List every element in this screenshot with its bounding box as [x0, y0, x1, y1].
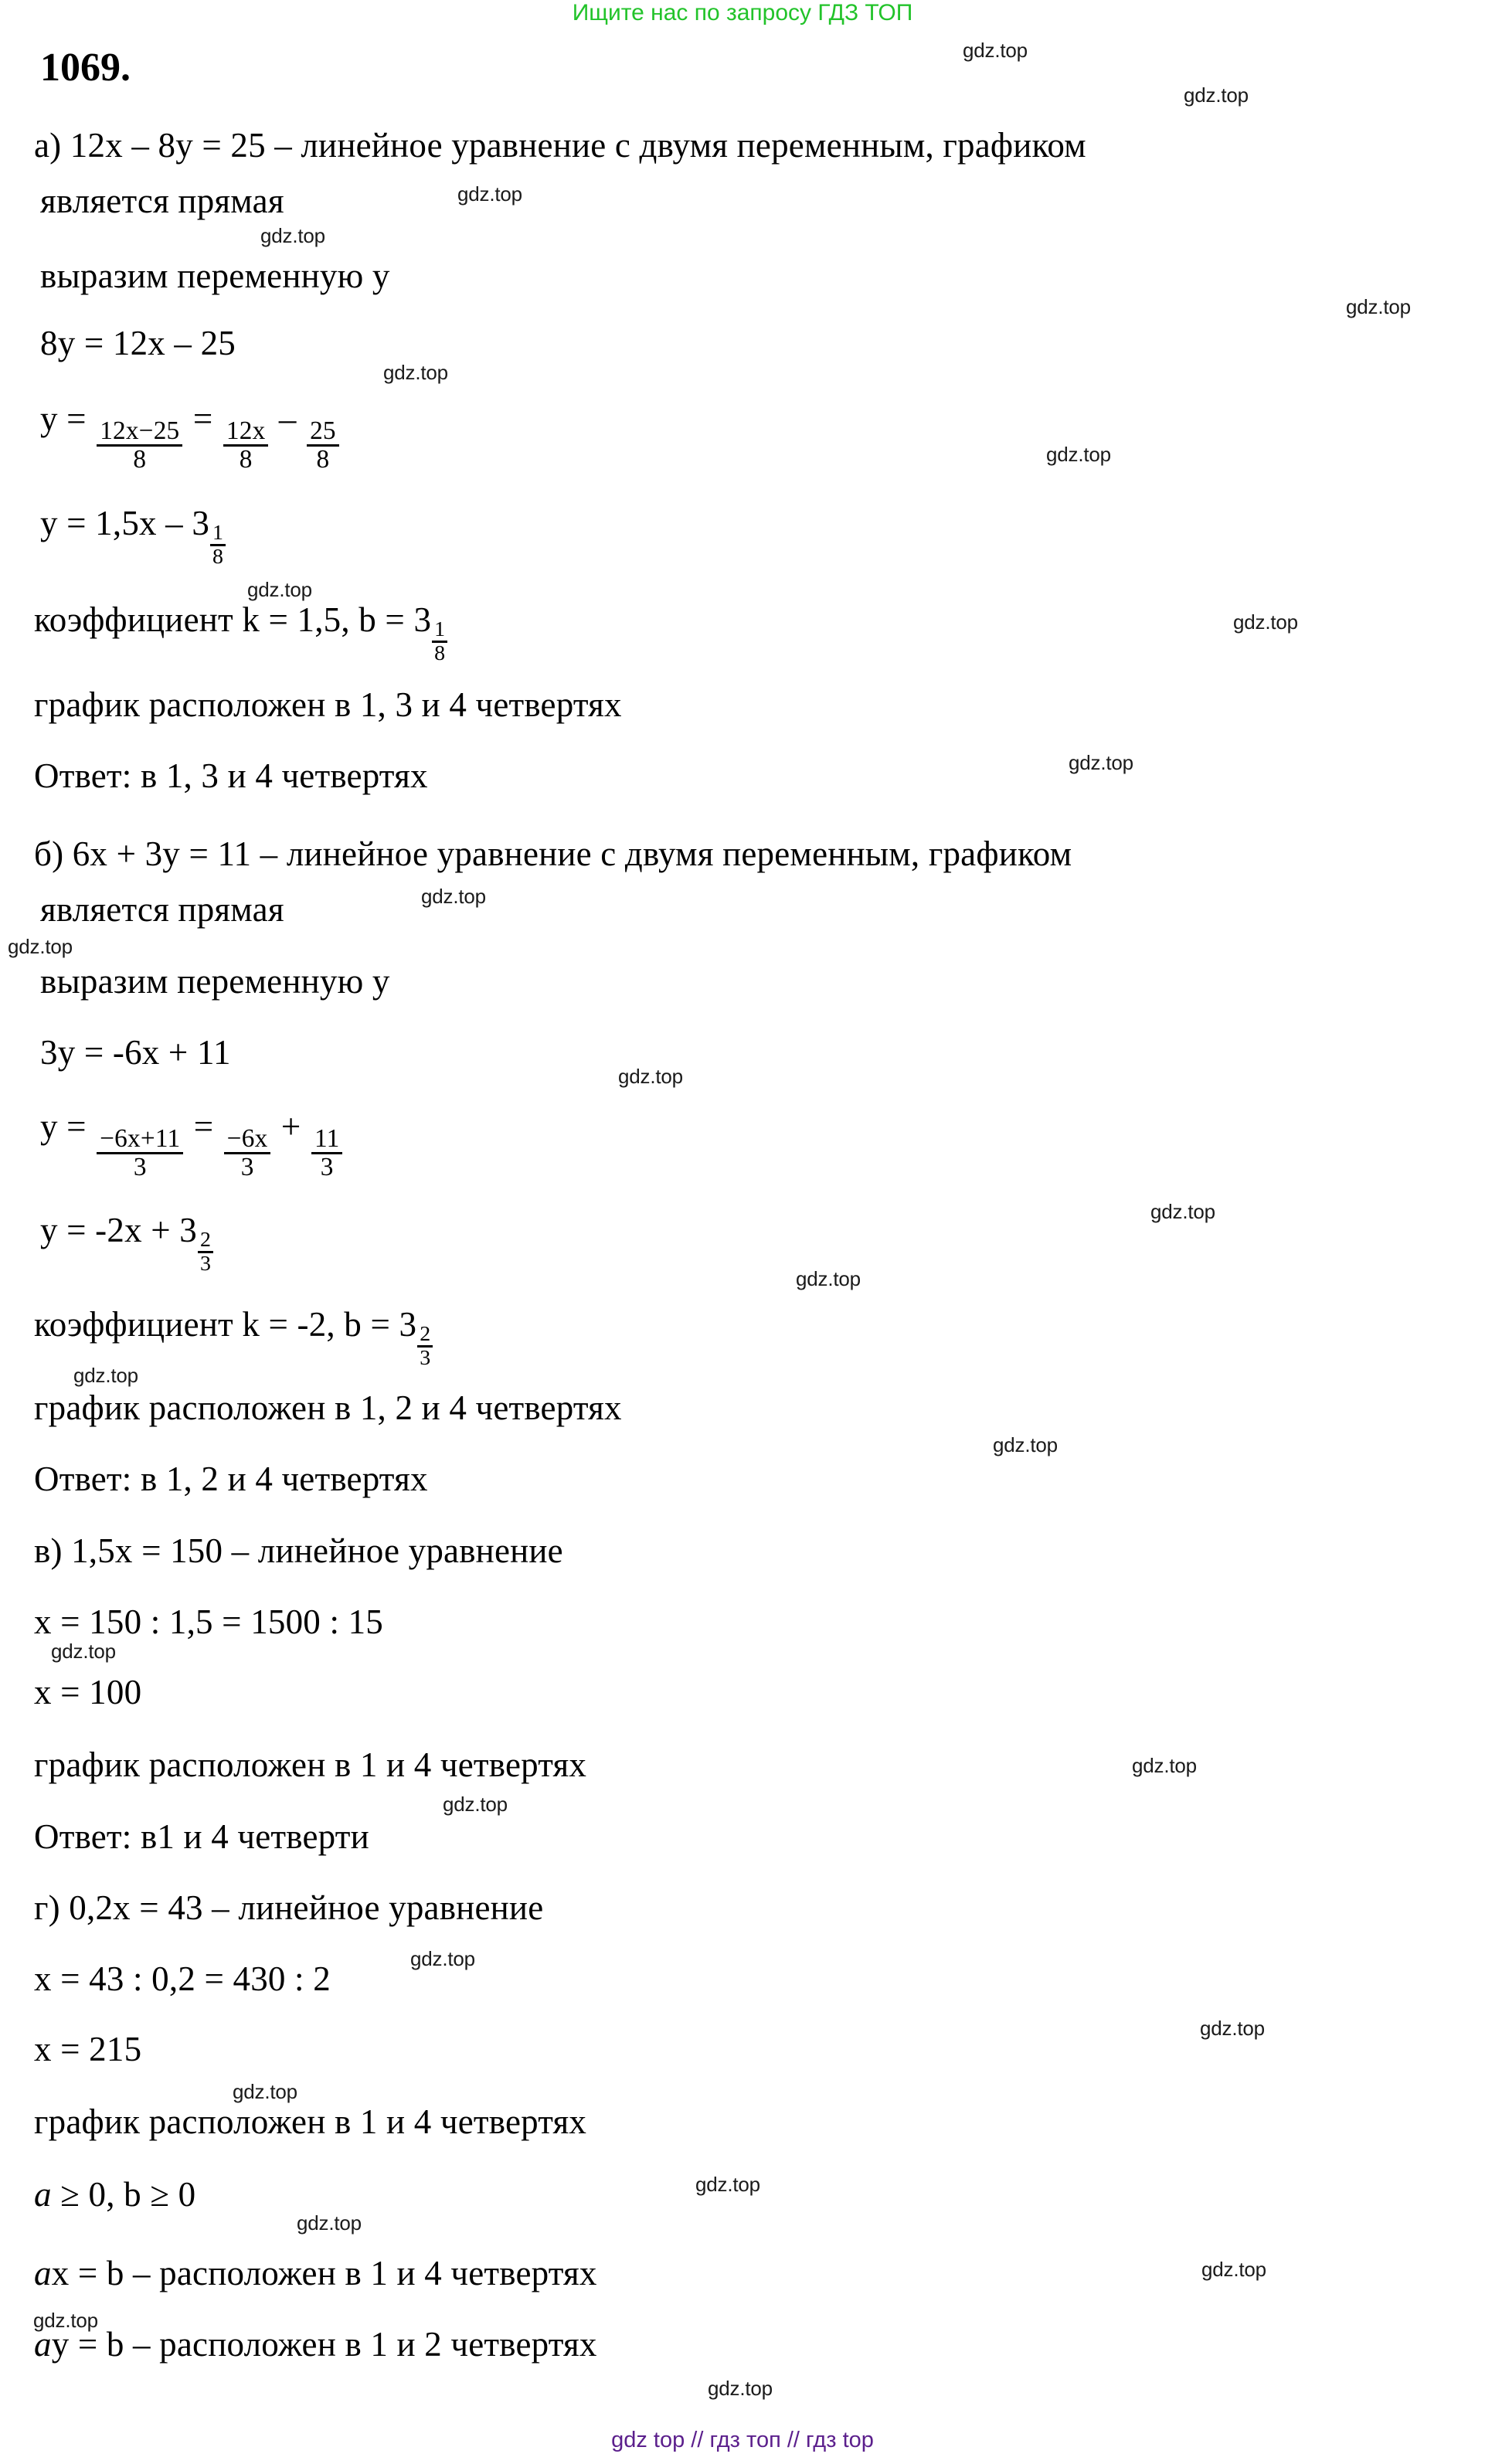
- fraction-denominator: 3: [320, 1152, 334, 1181]
- watermark-label: gdz.top: [247, 578, 312, 601]
- promo-header-banner: Ищите нас по запросу ГДЗ ТОП: [572, 0, 913, 25]
- watermark-label: gdz.top: [1201, 2258, 1266, 2281]
- watermark-label: gdz.top: [1046, 443, 1111, 466]
- watermark-label: gdz.top: [410, 1947, 475, 1970]
- fraction-denominator: 8: [434, 641, 446, 665]
- solution-line-g_step2: x = 215: [34, 2030, 142, 2068]
- solution-line-g_quarters: график расположен в 1 и 4 четвертях: [34, 2102, 587, 2141]
- watermark-label: gdz.top: [1184, 83, 1249, 107]
- mixed-fraction: [198, 1229, 213, 1275]
- watermark-label: gdz.top: [73, 1364, 138, 1387]
- fraction: [224, 1123, 271, 1181]
- solution-line-v_step2: x = 100: [34, 1673, 142, 1711]
- task-number: 1069.: [40, 46, 131, 90]
- fraction-numerator: −6x: [224, 1126, 271, 1154]
- solution-line-a_quarters: график расположен в 1, 3 и 4 четвертях: [34, 685, 622, 724]
- watermark-label: gdz.top: [457, 182, 522, 206]
- fraction-denominator: 8: [239, 444, 253, 474]
- watermark-label: gdz.top: [33, 2309, 98, 2332]
- solution-line-b_intro2: является прямая: [40, 890, 284, 929]
- watermark-label: gdz.top: [1150, 1200, 1215, 1223]
- watermark-label: gdz.top: [1346, 295, 1411, 318]
- solution-line-g_step1: x = 43 : 0,2 = 430 : 2: [34, 1959, 331, 1998]
- fraction: [223, 418, 269, 473]
- fraction-numerator: 11: [311, 1126, 342, 1154]
- watermark-label: gdz.top: [1069, 751, 1133, 774]
- solution-line-a_step1: 8y = 12x – 25: [40, 324, 236, 362]
- fraction-denominator: 3: [240, 1152, 254, 1181]
- solution-line-b_step3: y = -2x + 3 $\frac{2}{3}$: [40, 1213, 213, 1278]
- watermark-label: gdz.top: [233, 2080, 297, 2103]
- fraction-denominator: 3: [199, 1251, 212, 1276]
- fraction-numerator: 2: [198, 1229, 213, 1253]
- fraction: [307, 418, 339, 473]
- watermark-label: gdz.top: [708, 2377, 773, 2400]
- fraction-denominator: 3: [133, 1152, 147, 1181]
- fraction: [311, 1123, 342, 1181]
- solution-line-b_answer: Ответ: в 1, 2 и 4 четвертях: [34, 1460, 428, 1498]
- fraction-numerator: 2: [417, 1324, 433, 1348]
- solution-line-a_express: выразим переменную y: [40, 257, 390, 295]
- solution-line-b_intro: б) 6x + 3y = 11 – линейное уравнение с двумя переменным, графиком: [34, 834, 1072, 873]
- watermark-label: gdz.top: [260, 224, 325, 247]
- watermark-label: gdz.top: [963, 39, 1028, 62]
- promo-footer-banner: gdz top // гдз топ // гдз top: [611, 2428, 874, 2452]
- mixed-fraction: [417, 1321, 433, 1370]
- fraction: [97, 1123, 183, 1181]
- fraction-denominator: 8: [133, 444, 147, 474]
- watermark-label: gdz.top: [1200, 2017, 1265, 2040]
- solution-line-v_intro: в) 1,5x = 150 – линейное уравнение: [34, 1531, 563, 1570]
- watermark-label: gdz.top: [383, 361, 448, 384]
- fraction: [97, 418, 182, 473]
- solution-line-b_express: выразим переменную y: [40, 962, 390, 1001]
- watermark-label: gdz.top: [51, 1640, 116, 1663]
- italic-variable: a: [34, 2325, 52, 2364]
- solution-line-cond_ab: a ≥ 0, b ≥ 0: [34, 2175, 196, 2214]
- watermark-label: gdz.top: [1233, 610, 1298, 634]
- solution-line-a_step3: y = 1,5x – 3 $\frac{1}{8}$: [40, 506, 226, 571]
- fraction-numerator: 12x: [223, 418, 269, 447]
- watermark-label: gdz.top: [796, 1267, 861, 1290]
- watermark-label: gdz.top: [443, 1793, 508, 1816]
- solution-line-a_coef: коэффициент k = 1,5, b = 3 $\frac{1}{8}$: [34, 603, 447, 668]
- fraction-denominator: 3: [420, 1345, 431, 1370]
- solution-line-cond_ax: ax = b – расположен в 1 и 4 четвертях: [34, 2254, 597, 2292]
- solution-line-b_step2: y = $\frac{-6x+11}{3}$ = $\frac{-6x}{3}$ + $\frac{11}{3}$: [40, 1110, 344, 1183]
- watermark-label: gdz.top: [297, 2211, 362, 2235]
- mixed-fraction: [210, 522, 226, 568]
- fraction-numerator: 12x−25: [97, 418, 182, 447]
- solution-line-a_intro: а) 12x – 8y = 25 – линейное уравнение с двумя переменным, графиком: [34, 126, 1086, 165]
- solution-line-v_step1: x = 150 : 1,5 = 1500 : 15: [34, 1602, 384, 1641]
- mixed-fraction: [432, 619, 447, 664]
- watermark-label: gdz.top: [421, 885, 486, 908]
- fraction-numerator: 1: [432, 619, 447, 643]
- watermark-label: gdz.top: [695, 2173, 760, 2196]
- italic-variable: a: [34, 2175, 52, 2214]
- fraction-numerator: −6x+11: [97, 1126, 183, 1154]
- solution-line-v_quarters: график расположен в 1 и 4 четвертях: [34, 1745, 587, 1784]
- solution-line-a_step2: y = $\frac{12x-25}{8}$ = $\frac{12x}{8}$ – $\frac{25}{8}$: [40, 402, 341, 475]
- fraction-denominator: 8: [212, 544, 224, 569]
- watermark-label: gdz.top: [8, 935, 73, 958]
- solution-line-a_intro2: является прямая: [40, 182, 284, 220]
- fraction-denominator: 8: [316, 444, 330, 474]
- fraction-numerator: 25: [307, 418, 339, 447]
- solution-line-a_answer: Ответ: в 1, 3 и 4 четвертях: [34, 756, 428, 795]
- fraction-numerator: 1: [210, 522, 226, 546]
- solution-line-v_answer: Ответ: в1 и 4 четверти: [34, 1817, 369, 1856]
- watermark-label: gdz.top: [618, 1065, 683, 1088]
- watermark-label: gdz.top: [1132, 1754, 1197, 1777]
- solution-line-b_coef: коэффициент k = -2, b = 3 $\frac{2}{3}$: [34, 1307, 433, 1372]
- italic-variable: a: [34, 2254, 52, 2292]
- watermark-label: gdz.top: [993, 1433, 1058, 1456]
- solution-line-cond_ay: ay = b – расположен в 1 и 2 четвертях: [34, 2325, 597, 2364]
- solution-line-b_quarters: график расположен в 1, 2 и 4 четвертях: [34, 1388, 622, 1427]
- solution-line-b_step1: 3y = -6x + 11: [40, 1033, 231, 1072]
- solution-line-g_intro: г) 0,2x = 43 – линейное уравнение: [34, 1888, 544, 1927]
